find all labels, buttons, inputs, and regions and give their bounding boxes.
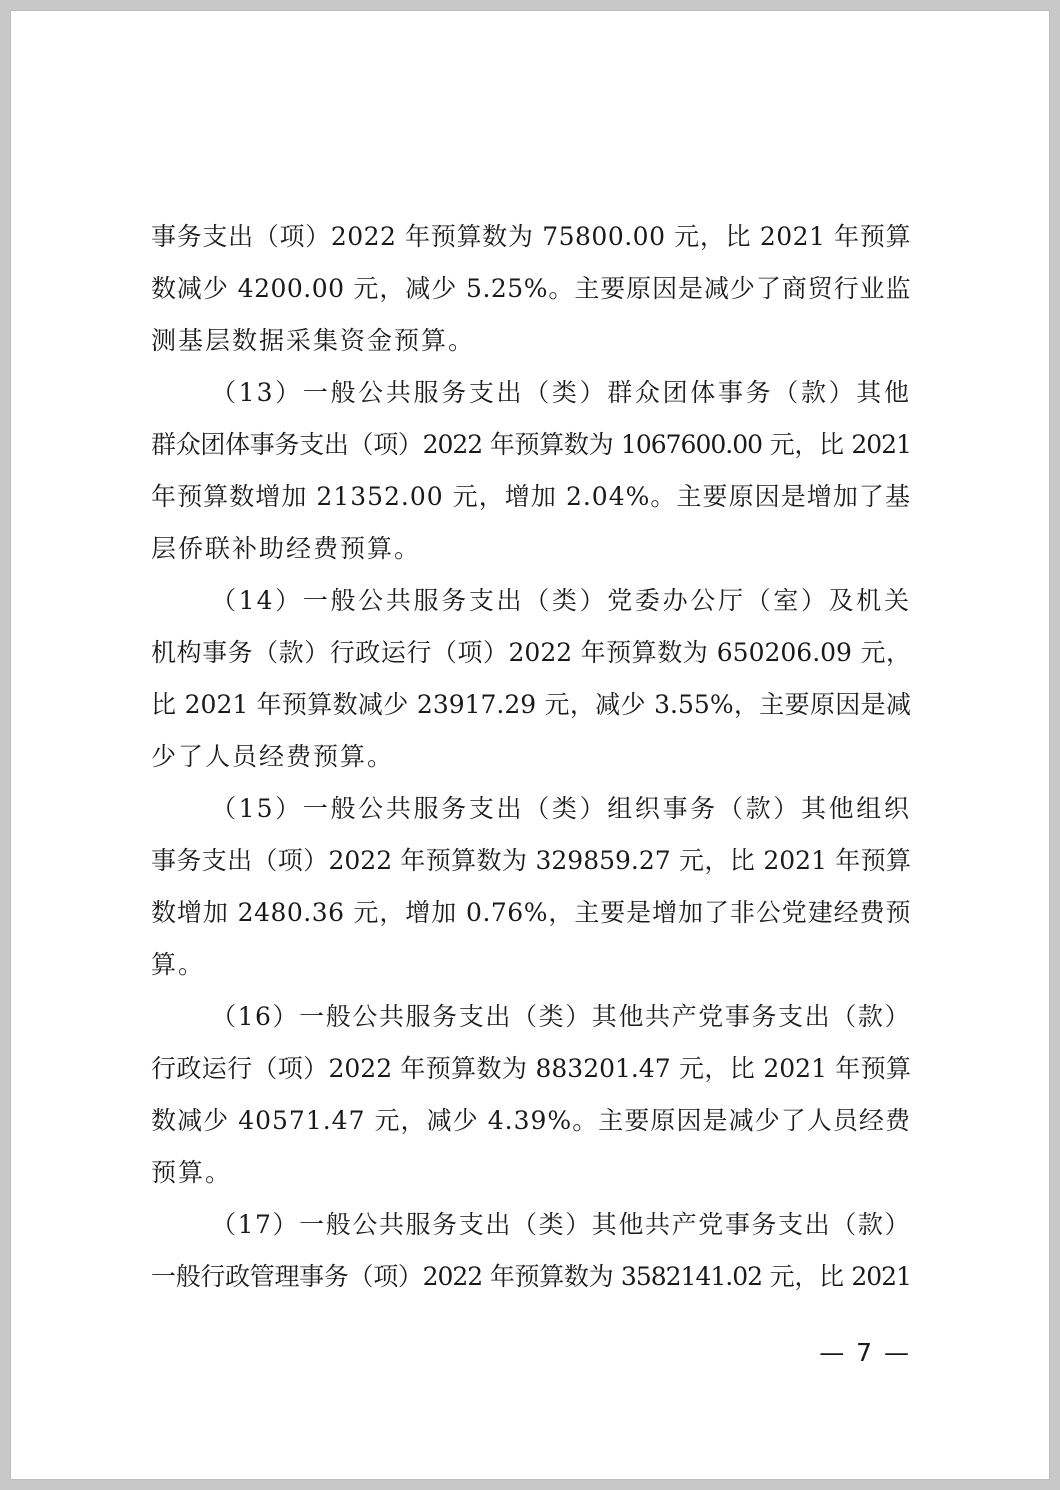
text-line: 少了人员经费预算。 bbox=[151, 742, 395, 771]
text-line: 预算。 bbox=[151, 1158, 233, 1187]
text-line: 数增加 2480.36 元，增加 0.76%，主要是增加了非公党建经费预 bbox=[151, 898, 911, 927]
text-line: 行政运行（项）2022 年预算数为 883201.47 元，比 2021 年预算 bbox=[151, 1054, 911, 1083]
text-line: 年预算数增加 21352.00 元，增加 2.04%。主要原因是增加了基 bbox=[151, 482, 911, 511]
document-page bbox=[10, 10, 1050, 1480]
text-line: 数减少 4200.00 元，减少 5.25%。主要原因是减少了商贸行业监 bbox=[151, 274, 911, 303]
paragraph-14-start: （14）一般公共服务支出（类）党委办公厅（室）及机关 bbox=[211, 586, 911, 615]
text-line: 层侨联补助经费预算。 bbox=[151, 534, 422, 563]
paragraph-15-start: （15）一般公共服务支出（类）组织事务（款）其他组织 bbox=[211, 794, 911, 823]
text-line: 比 2021 年预算数减少 23917.29 元，减少 3.55%，主要原因是减 bbox=[151, 690, 911, 719]
page-number: — 7 — bbox=[819, 1338, 911, 1367]
text-line: 算。 bbox=[151, 950, 206, 979]
text-line: 群众团体事务支出（项）2022 年预算数为 1067600.00 元，比 2021 bbox=[151, 430, 911, 459]
text-line: 事务支出（项）2022 年预算数为 75800.00 元，比 2021 年预算 bbox=[151, 222, 911, 251]
paragraph-17-start: （17）一般公共服务支出（类）其他共产党事务支出（款） bbox=[211, 1210, 911, 1239]
text-line: 机构事务（款）行政运行（项）2022 年预算数为 650206.09 元， bbox=[151, 638, 911, 667]
text-line: 事务支出（项）2022 年预算数为 329859.27 元，比 2021 年预算 bbox=[151, 846, 911, 875]
text-line: 一般行政管理事务（项）2022 年预算数为 3582141.02 元，比 2021 bbox=[151, 1262, 911, 1291]
paragraph-16-start: （16）一般公共服务支出（类）其他共产党事务支出（款） bbox=[211, 1002, 911, 1031]
text-line: 测基层数据采集资金预算。 bbox=[151, 326, 476, 355]
text-line: 数减少 40571.47 元，减少 4.39%。主要原因是减少了人员经费 bbox=[151, 1106, 911, 1135]
paragraph-13-start: （13）一般公共服务支出（类）群众团体事务（款）其他 bbox=[211, 378, 911, 407]
